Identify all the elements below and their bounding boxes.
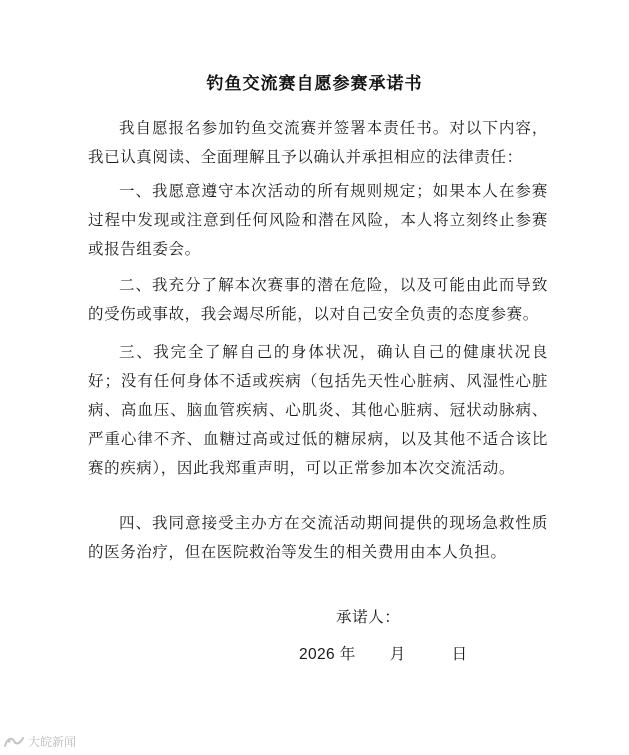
clause-2-paragraph: 二、我充分了解本次赛事的潜在危险，以及可能由此而导致的受伤或事故，我会竭尽所能，以对自己安全负责的态度参赛。 — [88, 276, 548, 323]
date-line — [299, 642, 468, 664]
signature-label: 承诺人： — [336, 608, 401, 626]
date-day: 日 — [451, 645, 468, 663]
intro-paragraph: 我自愿报名参加钓鱼交流赛并签署本责任书。对以下内容，我已认真阅读、全面理解且予以确认并承担相应的法律责任： — [88, 119, 548, 166]
date-year: 2026 年 — [299, 646, 356, 663]
clause-3-paragraph: 三、我完全了解自己的身体状况，确认自己的健康状况良好；没有任何身体不适或疾病（包括先天性心脏病、风湿性心脏病、高血压、脑血管疾病、心肌炎、其他心脏病、冠状动脉病、严重心律不齐、血糖过高或过低的糖尿病，以及其他不适合该比赛的疾病），因此我郑重声明，可以正常参加本次交流活动。 — [88, 343, 548, 477]
watermark-text: 大皖新闻 — [28, 735, 77, 749]
watermark — [3, 733, 76, 750]
date-month: 月 — [389, 645, 406, 663]
dawan-logo-icon — [3, 735, 25, 749]
clause-1-paragraph: 一、我愿意遵守本次活动的所有规则规定；如果本人在参赛过程中发现或注意到任何风险和潜在风险，本人将立刻终止参赛或报告组委会。 — [88, 182, 548, 258]
clause-4-paragraph: 四、我同意接受主办方在交流活动期间提供的现场急救性质的医务治疗，但在医院救治等发生的相关费用由本人负担。 — [88, 514, 548, 561]
document-title: 钓鱼交流赛自愿参赛承诺书 — [206, 74, 423, 94]
